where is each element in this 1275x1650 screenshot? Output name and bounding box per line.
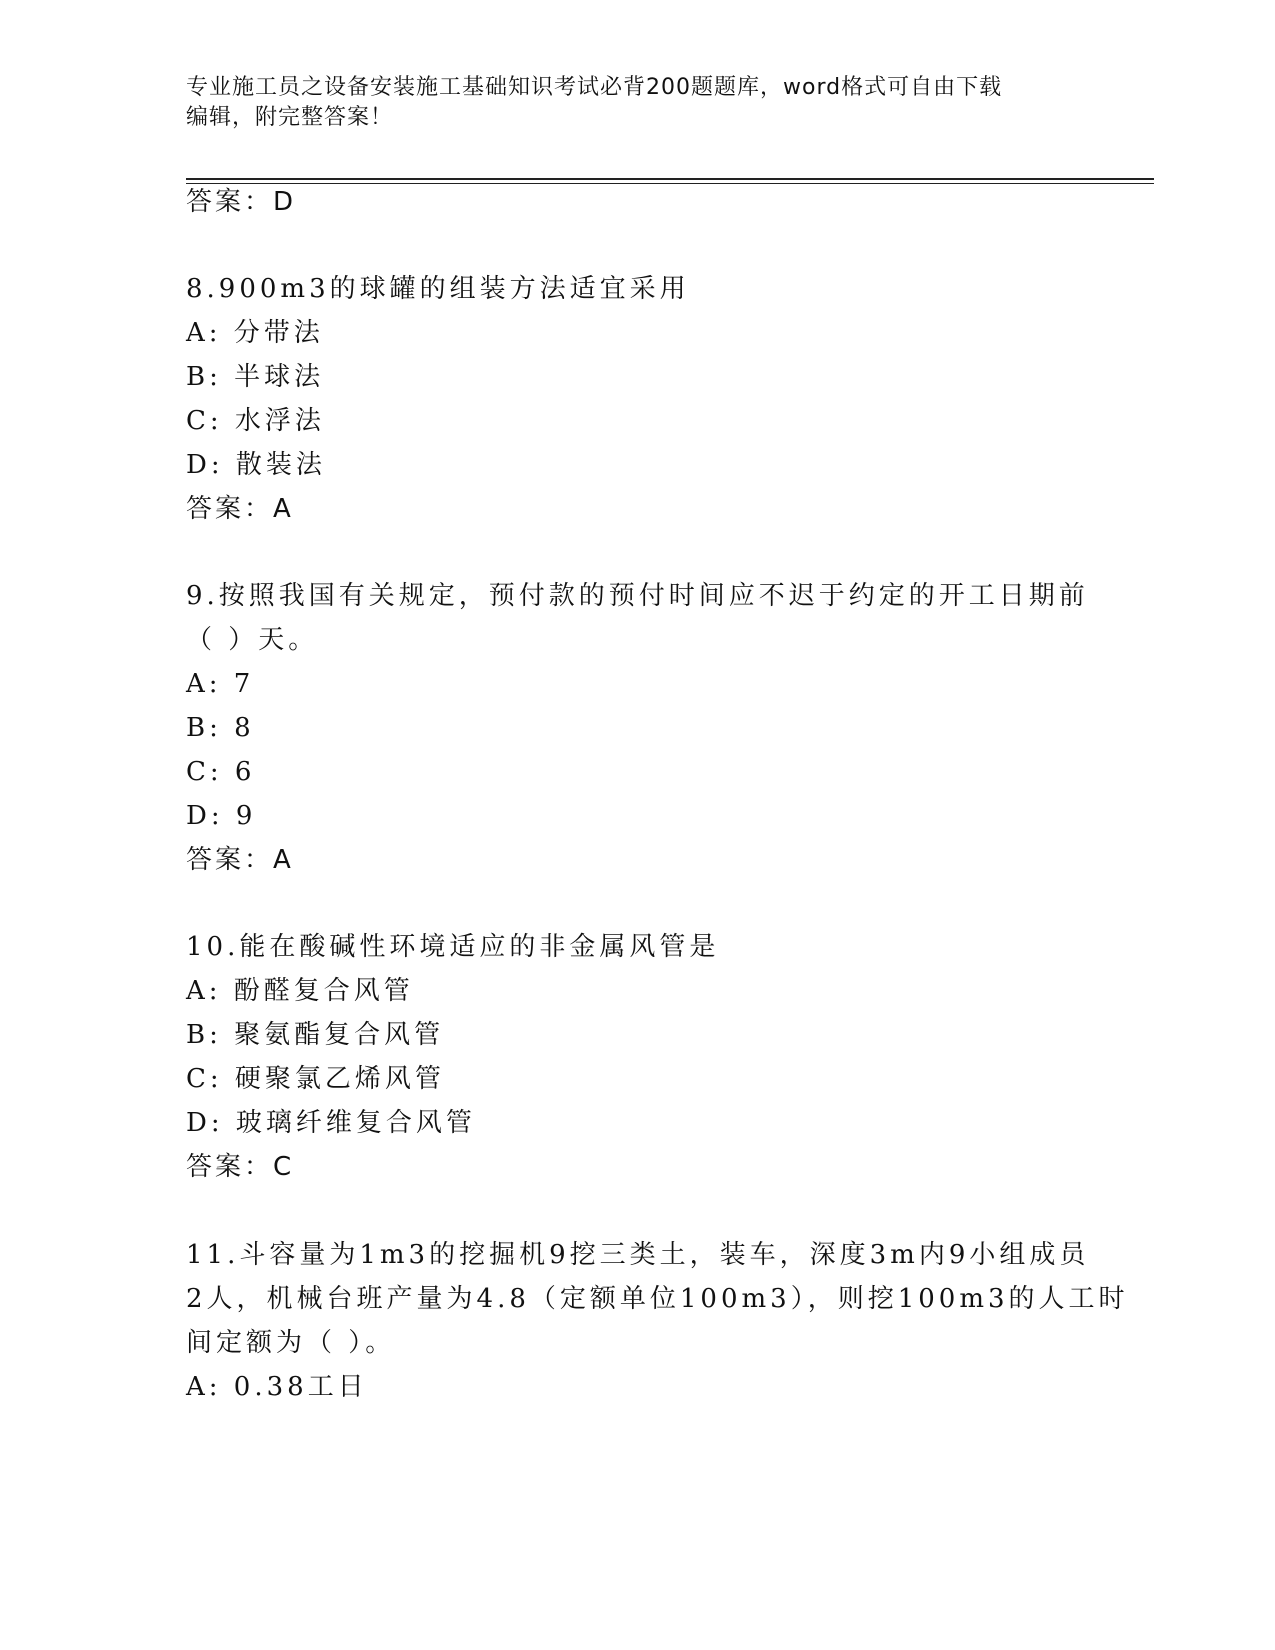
question-10-option-b: B: 聚氨酯复合风管 — [186, 1020, 445, 1050]
question-10-option-c: C: 硬聚氯乙烯风管 — [186, 1064, 445, 1094]
header-rule-thin — [186, 183, 1154, 184]
question-11-stem-line-3: 间定额为（ ）。 — [186, 1328, 396, 1358]
question-10-stem: 10.能在酸碱性环境适应的非金属风管是 — [186, 932, 720, 962]
question-8-option-d: D: 散装法 — [186, 450, 326, 480]
question-9-answer: 答案：A — [186, 845, 294, 875]
question-10-option-a: A: 酚醛复合风管 — [186, 976, 414, 1006]
question-11-stem-line-2: 2人，机械台班产量为4.8（定额单位100m3），则挖100m3的人工时 — [186, 1284, 1129, 1314]
question-8-answer: 答案：A — [186, 494, 294, 524]
question-9-option-c: C: 6 — [186, 757, 256, 787]
question-8-option-a: A: 分带法 — [186, 318, 324, 348]
question-8-option-b: B: 半球法 — [186, 362, 325, 392]
document-header — [186, 73, 1086, 133]
question-9-option-a: A: 7 — [186, 669, 255, 699]
question-8-stem: 8.900m3的球罐的组装方法适宜采用 — [186, 274, 690, 304]
question-9-stem-line-2: （ ）天。 — [186, 625, 319, 655]
question-11-stem-line-1: 11.斗容量为1m3的挖掘机9挖三类土，装车，深度3m内9小组成员 — [186, 1240, 1090, 1270]
question-9-stem-line-1: 9.按照我国有关规定，预付款的预付时间应不迟于约定的开工日期前 — [186, 581, 1089, 611]
question-10-answer: 答案：C — [186, 1152, 295, 1182]
header-line-1: 专业施工员之设备安装施工基础知识考试必背200题题库，word格式可自由下载 — [186, 75, 1003, 100]
header-rule-thick — [186, 178, 1154, 180]
question-10-option-d: D: 玻璃纤维复合风管 — [186, 1108, 476, 1138]
question-11-option-a: A: 0.38工日 — [186, 1372, 368, 1402]
question-9-option-b: B: 8 — [186, 713, 255, 743]
header-line-2: 编辑，附完整答案！ — [186, 105, 394, 130]
question-9-option-d: D: 9 — [186, 801, 257, 831]
question-8-option-c: C: 水浮法 — [186, 406, 325, 436]
prev-answer: 答案：D — [186, 187, 297, 217]
